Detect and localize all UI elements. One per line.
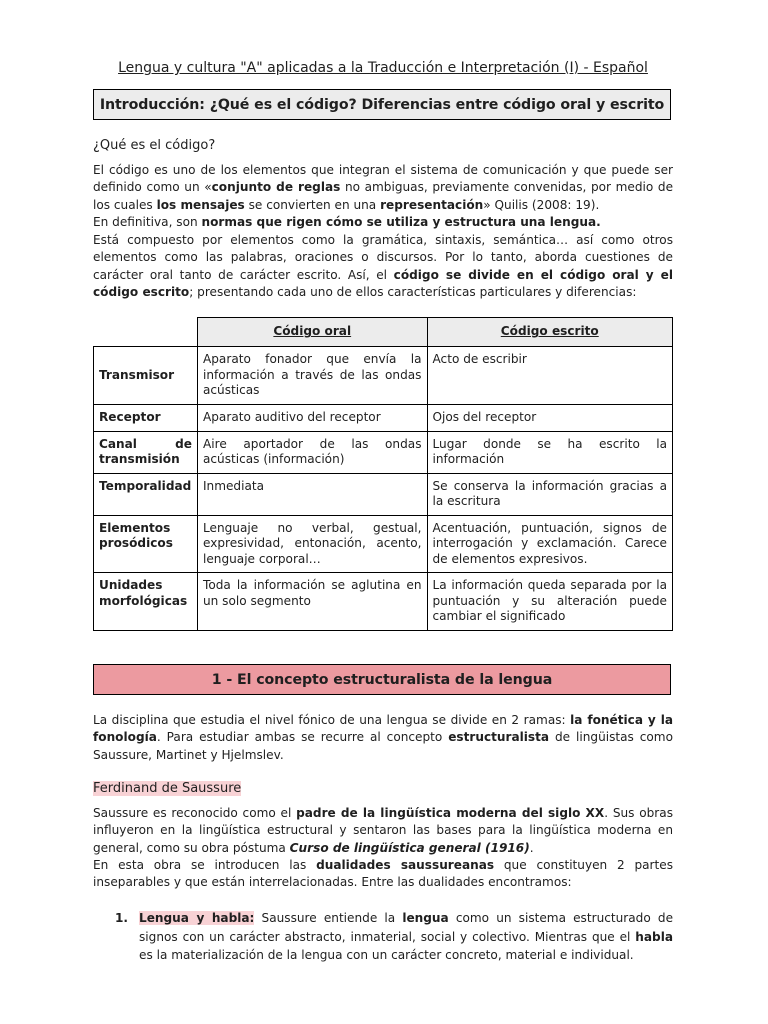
table-row — [94, 347, 673, 405]
table-cell: Inmediata — [197, 473, 427, 515]
table-header-oral: Código oral — [197, 318, 427, 347]
table-row-label: Receptor — [94, 405, 198, 432]
table-header-written: Código escrito — [427, 318, 673, 347]
table-cell: Ojos del receptor — [427, 405, 673, 432]
section-1-heading: 1 - El concepto estructuralista de la lengua — [93, 664, 671, 695]
table-row — [94, 515, 673, 573]
table-cell: Acentuación, puntuación, signos de interrogación y exclamación. Carece de elementos expresivos. — [427, 515, 673, 573]
table-row-label: Canal de transmisión — [94, 431, 198, 473]
intro-heading: Introducción: ¿Qué es el código? Diferencias entre código oral y escrito — [93, 89, 671, 120]
table-cell: Toda la información se aglutina en un solo segmento — [197, 573, 427, 631]
subheading-saussure-highlight: Ferdinand de Saussure — [93, 781, 242, 796]
document-header: Lengua y cultura "A" aplicadas a la Traducción e Interpretación (I) - Español — [118, 60, 648, 76]
table-row-label: Elementos prosódicos — [94, 515, 198, 573]
table-cell: La información queda separada por la puntuación y su alteración puede cambiar el significado — [427, 573, 673, 631]
table-row — [94, 431, 673, 473]
subheading-what-is-code: ¿Qué es el código? — [93, 138, 216, 153]
table-header-row — [94, 318, 673, 347]
list-item — [115, 909, 673, 965]
table-row-label: Unidades morfológicas — [94, 573, 198, 631]
oral-vs-written-table — [93, 317, 673, 631]
table-cell: Acto de escribir — [427, 347, 673, 405]
list-item-text: Lengua y habla: Saussure entiende la lengua como un sistema estructurado de signos con un carácter abstracto, inmaterial, social y colectivo. Mientras que el habla es la materialización de la lengua con un carácter concreto, material e individual. — [139, 911, 674, 963]
intro-paragraph-1: El código es uno de los elementos que integran el sistema de comunicación y que puede ser definido como un «conjunto de reglas no ambiguas, previamente convenidas, por medio de los cuales los mensajes se convierten en una representación» Quilis (2008: 19). — [93, 163, 674, 212]
table-cell: Se conserva la información gracias a la escritura — [427, 473, 673, 515]
list-item-number: 1. — [115, 911, 129, 925]
section-1-paragraph: La disciplina que estudia el nivel fónico de una lengua se divide en 2 ramas: la fonética y la fonología. Para estudiar ambas se recurre al concepto estructuralista de lingüistas como Saussure, Martinet y Hjelmslev. — [93, 713, 673, 762]
table-row — [94, 405, 673, 432]
table-header-empty — [94, 318, 198, 347]
table-cell: Lugar donde se ha escrito la información — [427, 431, 673, 473]
intro-paragraph-2: En definitiva, son normas que rigen cómo se utiliza y estructura una lengua. — [93, 215, 601, 229]
table-row-label: Temporalidad — [94, 473, 198, 515]
table-row — [94, 473, 673, 515]
table-cell: Lenguaje no verbal, gestual, expresividad, entonación, acento, lenguaje corporal… — [197, 515, 427, 573]
saussure-paragraph-2: En esta obra se introducen las dualidades saussureanas que constituyen 2 partes inseparables y que están interrelacionadas. Entre las dualidades encontramos: — [93, 858, 674, 890]
table-cell: Aire aportador de las ondas acústicas (información) — [197, 431, 427, 473]
intro-paragraph-3: Está compuesto por elementos como la gramática, sintaxis, semántica… así como otros elementos como las palabras, oraciones o discursos. Por lo tanto, aborda cuestiones de carácter oral tanto de carácter escrito. Así, el código se divide en el código oral y el código escrito; presentando cada uno de ellos características particulares y diferencias: — [93, 233, 673, 300]
saussure-paragraph-1: Saussure es reconocido como el padre de la lingüística moderna del siglo XX. Sus obras influyeron en la lingüística estructural y sentaron las bases para la lingüística moderna en general, como su obra póstuma Curso de lingüística general (1916). — [93, 806, 673, 855]
table-cell: Aparato fonador que envía la información a través de las ondas acústicas — [197, 347, 427, 405]
table-row-label: Transmisor — [94, 347, 198, 405]
list-item-label: Lengua y habla: — [139, 911, 255, 925]
subheading-saussure — [93, 781, 241, 796]
table-row — [94, 573, 673, 631]
table-cell: Aparato auditivo del receptor — [197, 405, 427, 432]
